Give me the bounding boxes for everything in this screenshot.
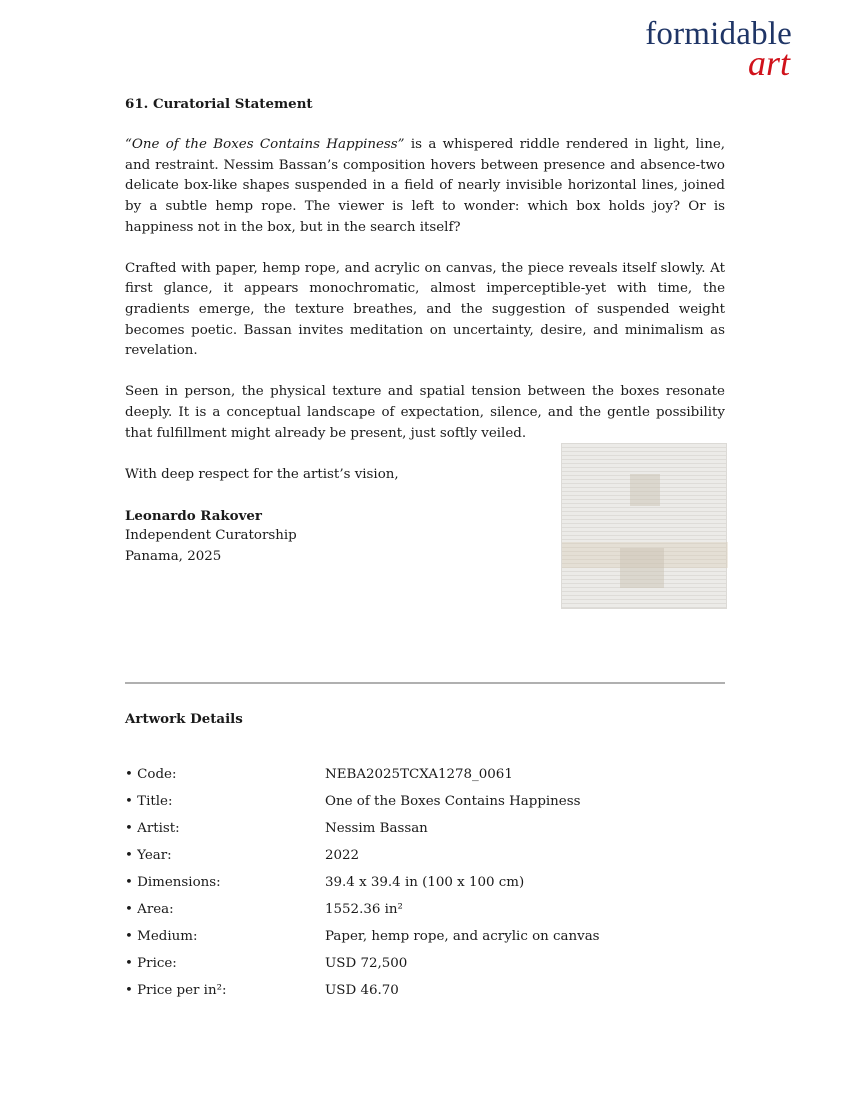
detail-label: • Code:: [125, 767, 177, 782]
detail-label: • Medium:: [125, 929, 198, 944]
detail-row-title: [125, 792, 725, 819]
detail-row-medium: [125, 927, 725, 954]
detail-row-code: [125, 765, 725, 792]
detail-row-artist: [125, 819, 725, 846]
artwork-title-quote: “One of the Boxes Contains Happiness”: [125, 137, 405, 153]
detail-label: • Price per in²:: [125, 983, 227, 998]
statement-paragraph-3: Seen in person, the physical texture and spatial tension between the boxes resonate deeply. It is a conceptual landscape of expectation, silence, and the gentle possibility that fulfillment might already be present, just softly veiled.: [125, 384, 725, 441]
statement-paragraph-1: [125, 135, 725, 238]
statement-signoff: With deep respect for the artist’s vision,: [125, 466, 399, 482]
detail-row-price: [125, 954, 725, 981]
brand-logo: [645, 18, 792, 81]
detail-row-dimensions: [125, 873, 725, 900]
detail-label: • Area:: [125, 902, 174, 917]
detail-label: • Dimensions:: [125, 875, 221, 890]
detail-value: 2022: [325, 848, 360, 863]
statement-heading: 61. Curatorial Statement: [125, 96, 313, 112]
curator-role: Independent Curatorship: [125, 528, 297, 544]
detail-value: USD 72,500: [325, 956, 408, 971]
detail-row-year: [125, 846, 725, 873]
detail-label: • Year:: [125, 848, 172, 863]
detail-row-area: [125, 900, 725, 927]
curator-name: Leonardo Rakover: [125, 507, 262, 524]
detail-label: • Artist:: [125, 821, 180, 836]
detail-value: 39.4 x 39.4 in (100 x 100 cm): [325, 875, 525, 890]
detail-value: Nessim Bassan: [325, 821, 428, 836]
detail-value: 1552.36 in²: [325, 902, 403, 917]
logo-accent: art: [747, 43, 790, 83]
detail-label: • Price:: [125, 956, 177, 971]
section-divider: [125, 682, 725, 684]
detail-row-price-per-area: [125, 981, 725, 1008]
detail-label: • Title:: [125, 794, 173, 809]
detail-value: USD 46.70: [325, 983, 399, 998]
artwork-image: [561, 443, 727, 609]
artwork-lower-box: [620, 548, 664, 588]
curator-place-date: Panama, 2025: [125, 549, 222, 565]
details-heading: Artwork Details: [125, 711, 243, 727]
artwork-upper-box: [630, 474, 660, 506]
logo-wordmark: formidable: [645, 16, 792, 52]
statement-paragraph-1-body: is a whispered riddle rendered in light, line, and restraint. Nessim Bassan’s composition hovers between presence and absence-two delicate box-like shapes suspended in a field of nearly invisible horizontal lines, joined by a subtle hemp rope. The viewer is left to wonder: which box holds joy? Or is happiness not in the box, but in the search itself?: [125, 137, 725, 235]
detail-value: NEBA2025TCXA1278_0061: [325, 767, 513, 782]
artwork-details-list: [125, 765, 725, 1008]
detail-value: Paper, hemp rope, and acrylic on canvas: [325, 929, 600, 944]
statement-paragraph-2: Crafted with paper, hemp rope, and acrylic on canvas, the piece reveals itself slowly. At first glance, it appears monochromatic, almost imperceptible-yet with time, the gradients emerge, the texture breathes, and the suggestion of suspended weight becomes poetic. Bassan invites meditation on uncertainty, desire, and minimalism as revelation.: [125, 260, 725, 359]
detail-value: One of the Boxes Contains Happiness: [325, 794, 581, 809]
